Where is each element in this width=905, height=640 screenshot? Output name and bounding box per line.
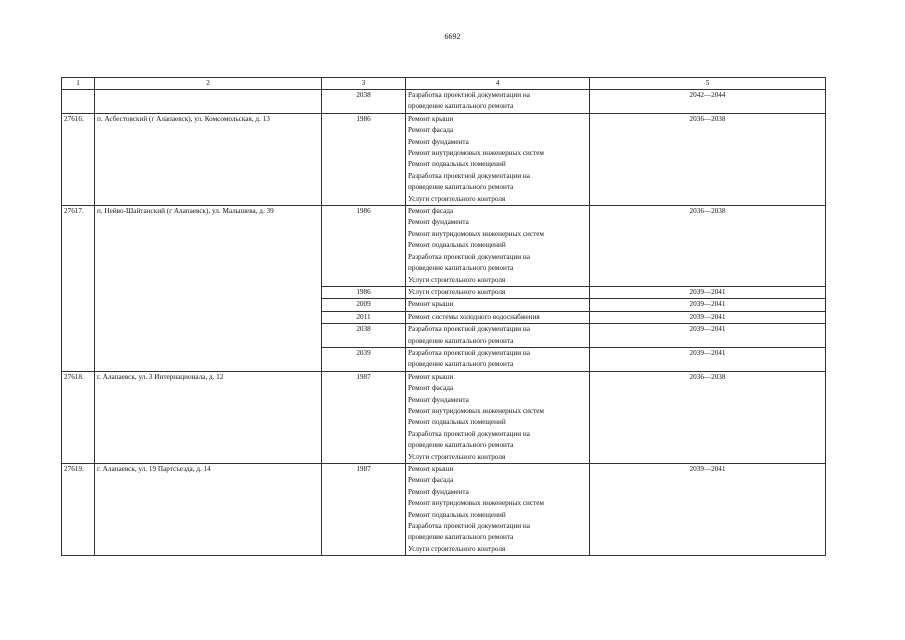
capital-repair-table	[61, 77, 826, 556]
work-item: Ремонт подвальных помещений	[408, 241, 506, 250]
works-cell	[406, 286, 590, 298]
term-cell: 2039—2041	[590, 299, 826, 311]
work-item: Ремонт крыши	[408, 114, 454, 123]
work-item: Разработка проектной документации на	[408, 252, 530, 261]
term-cell: 2036—2038	[590, 206, 826, 287]
column-number: 1	[62, 78, 95, 90]
row-number: 27616.	[62, 113, 95, 205]
term-cell: 2039—2041	[590, 311, 826, 323]
address-cell: г. Алапаевск, ул. 3 Интернационала, д. 12	[95, 371, 322, 463]
work-item: Ремонт внутридомовых инженерных систем	[408, 406, 544, 415]
work-item: Ремонт крыши	[408, 300, 454, 309]
work-item: Ремонт внутридомовых инженерных систем	[408, 499, 544, 508]
year-cell: 2038	[322, 324, 406, 348]
works-cell	[406, 324, 590, 348]
work-item: Ремонт системы холодного водоснабжения	[408, 312, 540, 321]
column-number-row	[62, 78, 826, 90]
work-item: проведение капитального ремонта	[408, 533, 514, 542]
term-cell: 2036—2038	[590, 371, 826, 463]
column-number: 5	[590, 78, 826, 90]
address-cell: п. Асбестовский (г Алапаевск), ул. Комсомольская, д. 13	[95, 113, 322, 205]
term-cell: 2039—2041	[590, 464, 826, 556]
work-item: Разработка проектной документации на	[408, 429, 530, 438]
column-number: 4	[406, 78, 590, 90]
work-item: Услуги строительного контроля	[408, 194, 506, 203]
address-cell: г. Алапаевск, ул. 19 Партсъезда, д. 14	[95, 464, 322, 556]
work-item: Разработка проектной документации на	[408, 171, 530, 180]
work-item: проведение капитального ремонта	[408, 183, 514, 192]
work-item: Ремонт крыши	[408, 465, 454, 473]
work-item: Услуги строительного контроля	[408, 452, 506, 461]
year-cell: 2038	[322, 90, 406, 114]
work-item: Ремонт фасада	[408, 476, 454, 485]
year-cell: 2011	[322, 311, 406, 323]
row-number: 27617.	[62, 206, 95, 372]
work-item: Услуги строительного контроля	[408, 275, 506, 284]
page-number: 6692	[444, 32, 461, 41]
year-cell: 1986	[322, 113, 406, 205]
work-item: Разработка проектной документации на	[408, 522, 530, 531]
work-item: проведение капитального ремонта	[408, 264, 514, 273]
work-item: Ремонт внутридомовых инженерных систем	[408, 229, 544, 238]
table-row	[62, 113, 826, 205]
term-cell: 2036—2038	[590, 113, 826, 205]
table-row	[62, 464, 826, 556]
term-cell: 2042—2044	[590, 90, 826, 114]
year-cell: 2039	[322, 347, 406, 371]
table-row	[62, 371, 826, 463]
work-item: Услуги строительного контроля	[408, 544, 506, 553]
row-number: 27618.	[62, 371, 95, 463]
term-cell: 2039—2041	[590, 324, 826, 348]
works-cell	[406, 347, 590, 371]
works-cell	[406, 311, 590, 323]
work-item: Ремонт фасада	[408, 384, 454, 393]
works-cell	[406, 371, 590, 463]
row-number	[62, 90, 95, 114]
work-item: Ремонт подвальных помещений	[408, 160, 506, 169]
row-number: 27619.	[62, 464, 95, 556]
work-item: Ремонт фундамента	[408, 137, 469, 146]
year-cell: 1986	[322, 286, 406, 298]
work-item: Разработка проектной документации на	[408, 325, 530, 334]
term-cell: 2039—2041	[590, 347, 826, 371]
work-item: проведение капитального ремонта	[408, 360, 514, 369]
year-cell: 1986	[322, 206, 406, 287]
work-item: проведение капитального ремонта	[408, 441, 514, 450]
work-item: Разработка проектной документации на	[408, 91, 530, 99]
works-cell	[406, 299, 590, 311]
work-item: Ремонт подвальных помещений	[408, 510, 506, 519]
works-cell	[406, 113, 590, 205]
work-item: проведение капитального ремонта	[408, 336, 514, 345]
table-row	[62, 90, 826, 114]
column-number: 3	[322, 78, 406, 90]
work-item: Ремонт крыши	[408, 372, 454, 381]
works-cell	[406, 206, 590, 287]
table-row	[62, 206, 826, 287]
work-item: Ремонт фундамента	[408, 218, 469, 227]
work-item: Ремонт фасада	[408, 207, 454, 216]
year-cell: 1987	[322, 371, 406, 463]
address-cell: п. Нейво-Шайтанский (г Алапаевск), ул. Малышева, д. 39	[95, 206, 322, 372]
works-cell	[406, 464, 590, 556]
work-item: Ремонт фундамента	[408, 395, 469, 404]
works-cell	[406, 90, 590, 114]
year-cell: 2009	[322, 299, 406, 311]
work-item: Разработка проектной документации на	[408, 348, 530, 357]
term-cell: 2039—2041	[590, 286, 826, 298]
work-item: Услуги строительного контроля	[408, 287, 506, 296]
year-cell: 1987	[322, 464, 406, 556]
work-item: Ремонт фундамента	[408, 487, 469, 496]
work-item: Ремонт подвальных помещений	[408, 418, 506, 427]
work-item: Ремонт фасада	[408, 126, 454, 135]
column-number: 2	[95, 78, 322, 90]
work-item: проведение капитального ремонта	[408, 102, 514, 111]
address-cell	[95, 90, 322, 114]
work-item: Ремонт внутридомовых инженерных систем	[408, 149, 544, 158]
